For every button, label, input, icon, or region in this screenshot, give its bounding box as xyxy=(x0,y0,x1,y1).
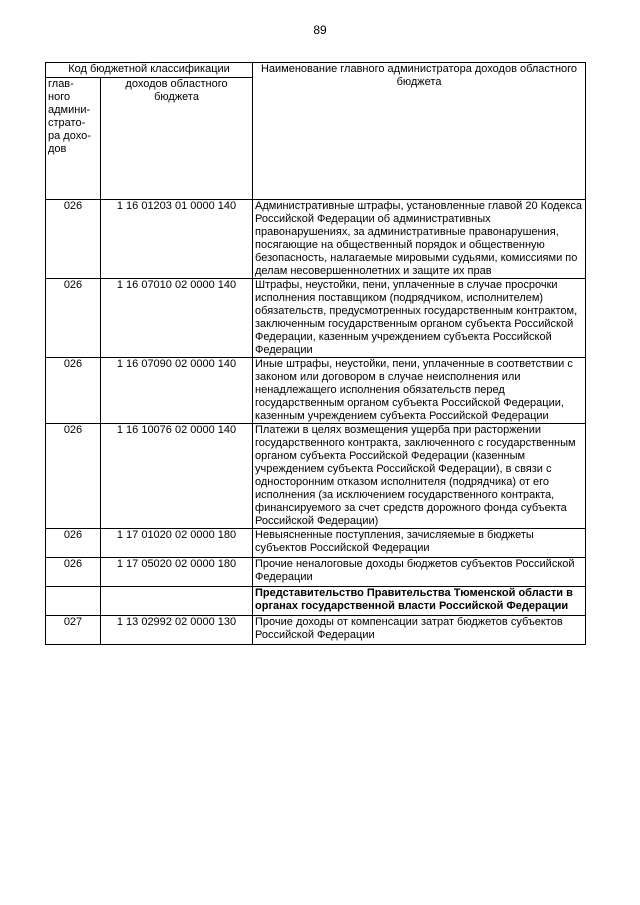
header-budget-classification-code: Код бюджетной классификации xyxy=(46,63,253,78)
header-admin-line: ра дохо- xyxy=(48,130,91,142)
income-code: 1 16 10076 02 0000 140 xyxy=(101,424,253,529)
page-number: 89 xyxy=(313,23,327,37)
section-header-row xyxy=(46,587,586,616)
header-administrator-name: Наименование главного администратора доходов областного бюджета xyxy=(253,63,586,200)
table-row xyxy=(46,558,586,587)
table-row xyxy=(46,200,586,279)
income-description: Невыясненные поступления, зачисляемые в бюджеты субъектов Российской Федерации xyxy=(253,529,586,558)
header-admin-line: дов xyxy=(48,143,67,155)
admin-code: 026 xyxy=(46,200,101,279)
income-code: 1 17 05020 02 0000 180 xyxy=(101,558,253,587)
header-chief-administrator xyxy=(46,78,101,200)
income-code: 1 16 07090 02 0000 140 xyxy=(101,358,253,424)
income-description: Прочие неналоговые доходы бюджетов субъектов Российской Федерации xyxy=(253,558,586,587)
admin-code: 026 xyxy=(46,358,101,424)
admin-code: 026 xyxy=(46,424,101,529)
header-admin-line: админи- xyxy=(48,104,91,116)
income-description: Прочие доходы от компенсации затрат бюджетов субъектов Российской Федерации xyxy=(253,616,586,645)
admin-code: 026 xyxy=(46,279,101,358)
header-admin-line: ного xyxy=(48,91,71,103)
header-admin-line: страто- xyxy=(48,117,86,129)
income-description: Штрафы, неустойки, пени, уплаченные в случае просрочки исполнения поставщиком (подрядчиком, исполнителем) обязательств, предусмотренных государственным контрактом, заключенным государственным органом субъекта Российской Федерации, казенным учреждением субъекта Российской Федерации xyxy=(253,279,586,358)
admin-code: 027 xyxy=(46,616,101,645)
income-description: Административные штрафы, установленные главой 20 Кодекса Российской Федерации об административных правонарушениях, за административные правонарушения, посягающие на общественный порядок и общественную безопасность, налагаемые мировыми судьями, комиссиями по делам несовершеннолетних и защите их прав xyxy=(253,200,586,279)
admin-code: 026 xyxy=(46,558,101,587)
admin-code: 026 xyxy=(46,529,101,558)
administrator-section-title: Представительство Правительства Тюменской области в органах государственной власти Российской Федерации xyxy=(253,587,586,616)
table-row xyxy=(46,529,586,558)
income-code: 1 16 07010 02 0000 140 xyxy=(101,279,253,358)
admin-code xyxy=(46,587,101,616)
table-row xyxy=(46,279,586,358)
table-row xyxy=(46,424,586,529)
income-code: 1 17 01020 02 0000 180 xyxy=(101,529,253,558)
income-description: Иные штрафы, неустойки, пени, уплаченные в соответствии с законом или договором в случае неисполнения или ненадлежащего исполнения обязательств перед государственным органом субъекта Российской Федерации, казенным учреждением субъекта Российской Федерации xyxy=(253,358,586,424)
table-row xyxy=(46,358,586,424)
table-row xyxy=(46,616,586,645)
table-header-row-group xyxy=(46,63,586,78)
income-code: 1 13 02992 02 0000 130 xyxy=(101,616,253,645)
income-code: 1 16 01203 01 0000 140 xyxy=(101,200,253,279)
header-regional-budget-income: доходов областного бюджета xyxy=(101,78,253,200)
income-code xyxy=(101,587,253,616)
header-admin-line: глав- xyxy=(48,78,74,90)
income-description: Платежи в целях возмещения ущерба при расторжении государственного контракта, заключенного с государственным органом субъекта Российской Федерации (казенным учреждением субъекта Российской Федерации), в связи с односторонним отказом исполнителя (подрядчика) от его исполнения (за исключением государственного контракта, финансируемого за счет средств дорожного фонда субъекта Российской Федерации) xyxy=(253,424,586,529)
budget-classification-table xyxy=(45,62,586,645)
